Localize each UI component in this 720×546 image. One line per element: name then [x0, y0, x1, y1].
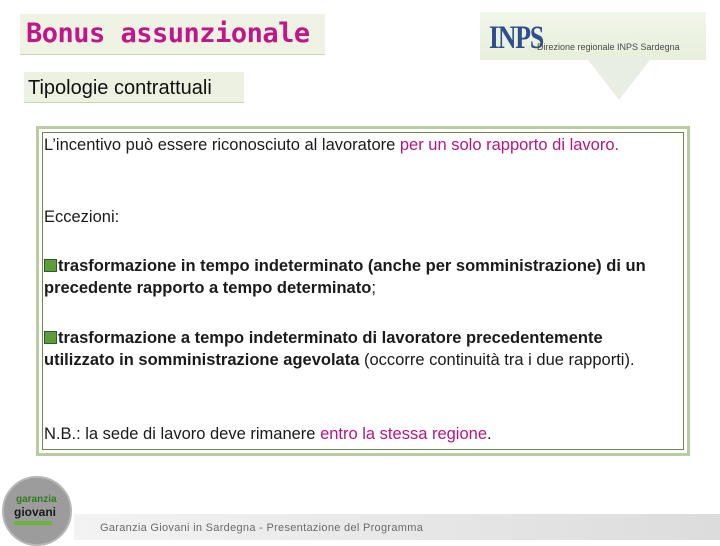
region-label: Direzione regionale INPS Sardegna [537, 42, 680, 52]
paragraph-intro [44, 134, 674, 156]
exceptions-label: Eccezioni: [44, 208, 120, 226]
exception-item-2 [44, 327, 674, 371]
slide-subtitle: Tipologie contrattuali [28, 77, 212, 99]
logo-text-line1: garanzia [16, 494, 57, 505]
footer-text: Garanzia Giovani in Sardegna - Presentazione del Programma [100, 522, 424, 534]
nb-note [44, 423, 674, 445]
intro-highlight: per un solo rapporto di lavoro. [399, 136, 620, 154]
logo-text-line2: giovani [14, 505, 57, 519]
nb-text: N.B.: la sede di lavoro deve rimanere [44, 425, 321, 443]
decorative-v-shape [585, 56, 653, 100]
intro-text: L’incentivo può essere riconosciuto al lavoratore [44, 136, 400, 154]
exception-item-1-end: ; [371, 279, 376, 297]
nb-highlight: entro la stessa regione [320, 425, 487, 443]
exception-item-2-note: (occorre continuità tra i due rapporti). [359, 351, 635, 369]
inps-logo: INPS [489, 20, 543, 56]
nb-end: . [487, 425, 492, 443]
slide-title: Bonus assunzionale [26, 18, 310, 49]
exception-item-2-text: trasformazione a tempo indeterminato di lavoratore precedentemente utilizzato in somministrazione agevolata [44, 329, 603, 369]
logo-underline [14, 521, 52, 525]
exception-item-1-text: trasformazione in tempo indeterminato (anche per somministrazione) di un precedente rapporto a tempo determinato [44, 257, 646, 297]
exception-item-1 [44, 255, 674, 299]
bullet-box-icon [44, 331, 57, 344]
bullet-box-icon [44, 259, 57, 272]
